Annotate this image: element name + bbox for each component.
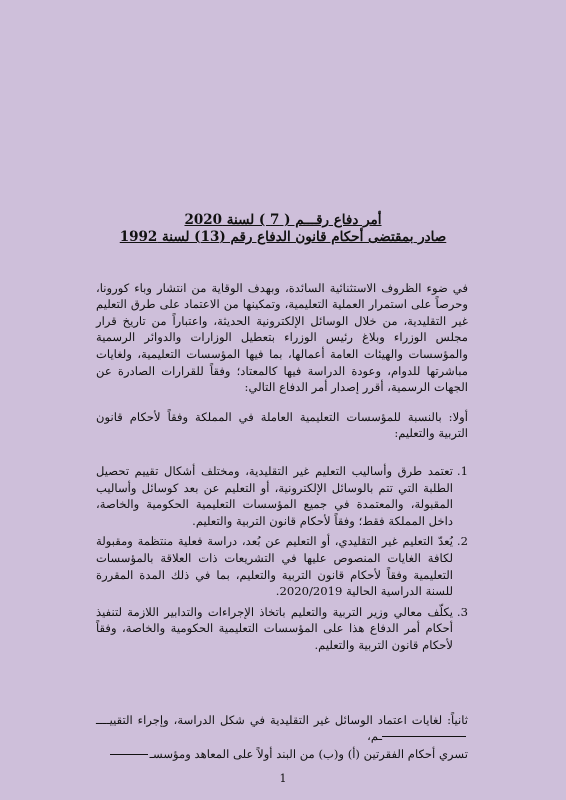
list-item — [96, 533, 468, 599]
title-line-2: صادر بمقتضى أحكام قانون الدفاع رقم (13) لسنة 1992 — [119, 229, 447, 245]
title-line-1: أمر دفاع رقـــم ( 7 ) لسنة 2020 — [184, 212, 382, 228]
section-second-text: ثانياً: لغايات اعتماد الوسائل غير التقليدية في شكل الدراسة، وإجراء التقييــــ — [96, 712, 468, 727]
tatweel-rule — [382, 736, 466, 737]
list-item-number: 3. — [456, 604, 468, 619]
list-item-text: يُعدّ التعليم غير التقليدي، أو التعليم عن بُعد، دراسة فعلية منتظمة ومقبولة لكافة الغايات المنصوص عليها في التشريعات ذات العلاقة بالمؤسسات التعليمية وفقاً لأحكام قانون التربية والتعليم، بما في ذلك المدة المقررة للسنة الدراسية الحالية 2020/2019. — [96, 534, 453, 599]
tatweel-rule — [110, 754, 148, 755]
list-item — [96, 463, 468, 529]
section-second-heading — [96, 712, 468, 745]
document-title — [90, 212, 476, 246]
intro-paragraph: في ضوء الظروف الاستثنائية السائدة، وبهدف الوقاية من انتشار وباء كورونا، وحرصاً على استمرار العملية التعليمية، وتمكينها من الاعتماد على طرق التعليم غير التقليدية، من خلال الوسائل الإلكترونية الحديثة، واعتباراً من تاريخ قرار مجلس الوزراء وبلاغ رئيس الوزراء بتعطيل الوزارات والدوائر الرسمية والمؤسسات والهيئات العامة أعمالها، بما فيها المؤسسات التعليمية، ولغايات مباشرتها للدوام، وعودة الدراسة فيها كالمعتاد؛ وفقاً للقرارات الصادرة عن الجهات الرسمية، أقرر إصدار أمر الدفاع التالي: — [96, 280, 468, 395]
list-item-number: 1. — [456, 464, 468, 478]
section-first-heading: أولا: بالنسبة للمؤسسات التعليمية العاملة في المملكة وفقاً لأحكام قانون التربية والتعليم: — [96, 409, 468, 441]
list-item-number: 2. — [456, 534, 468, 549]
list-item — [96, 604, 468, 654]
last-line — [96, 746, 468, 763]
last-line-text: تسري أحكام الفقرتين (أ) و(ب) من البند أولاً على المعاهد ومؤسسـ — [149, 746, 468, 761]
page-number: 1 — [279, 772, 287, 785]
section-second-tail: ـم، — [367, 729, 382, 744]
list-item-text: يكلّف معالي وزير التربية والتعليم باتخاذ الإجراءات والتدابير اللازمة لتنفيذ أحكام أمر الدفاع هذا على المؤسسات التعليمية الحكومية والخاصة، وفقاً لأحكام قانون التربية والتعليم. — [96, 604, 453, 652]
first-section-list — [96, 463, 468, 658]
list-item-text: تعتمد طرق وأساليب التعليم غير التقليدية، ومختلف أشكال تقييم تحصيل الطلبة التي تتم بالوسائل الإلكترونية، أو التعليم عن بعد كوسائل وأساليب المقبولة، والمعتمدة في جميع المؤسسات التعليمية الحكومية والخاصة، داخل المملكة فقط؛ وفقاً لأحكام قانون التربية والتعليم. — [96, 464, 453, 528]
